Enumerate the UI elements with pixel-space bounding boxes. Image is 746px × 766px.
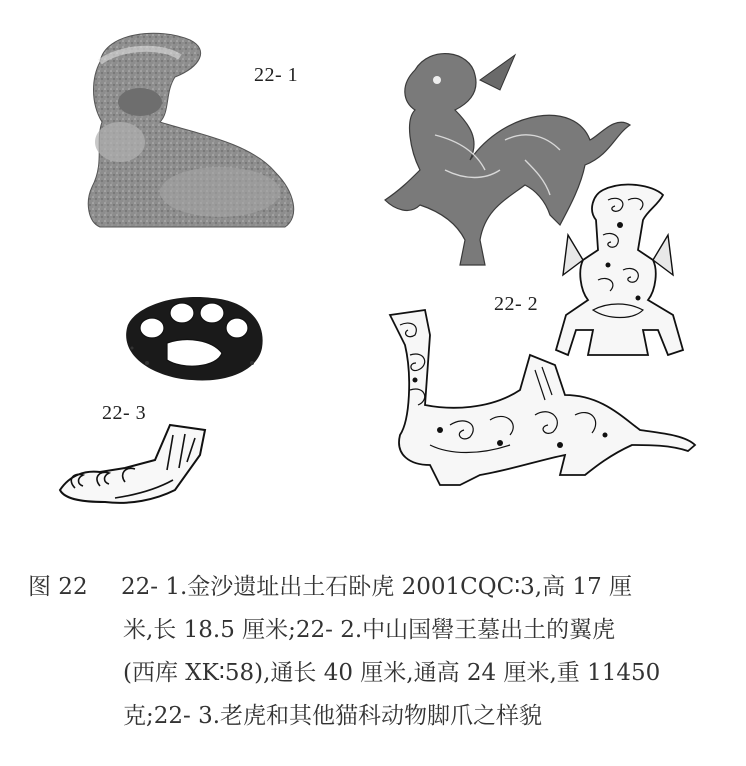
figure-label-22-1: 22- 1: [254, 64, 299, 86]
caption-line: 22- 1.金沙遗址出土石卧虎 2001CQC∶3,高 17 厘: [121, 574, 633, 600]
claw-drawing: [55, 420, 215, 520]
caption-line: 米,长 18.5 厘米;22- 2.中山国嚳王墓出土的翼虎: [123, 617, 616, 643]
caption-line: 克;22- 3.老虎和其他猫科动物脚爪之样貌: [123, 703, 543, 729]
caption-figure-number: 图 22: [28, 574, 88, 600]
figure-caption: [28, 566, 728, 738]
stone-tiger-photo: [80, 22, 305, 237]
winged-tiger-front-drawing: [548, 180, 693, 365]
caption-line: (西库 XK∶58),通长 40 厘米,通高 24 厘米,重 11450: [123, 660, 661, 686]
figure-label-22-3: 22- 3: [102, 402, 147, 424]
figure-label-22-2: 22- 2: [494, 293, 539, 315]
paw-print-drawing: [112, 288, 272, 388]
